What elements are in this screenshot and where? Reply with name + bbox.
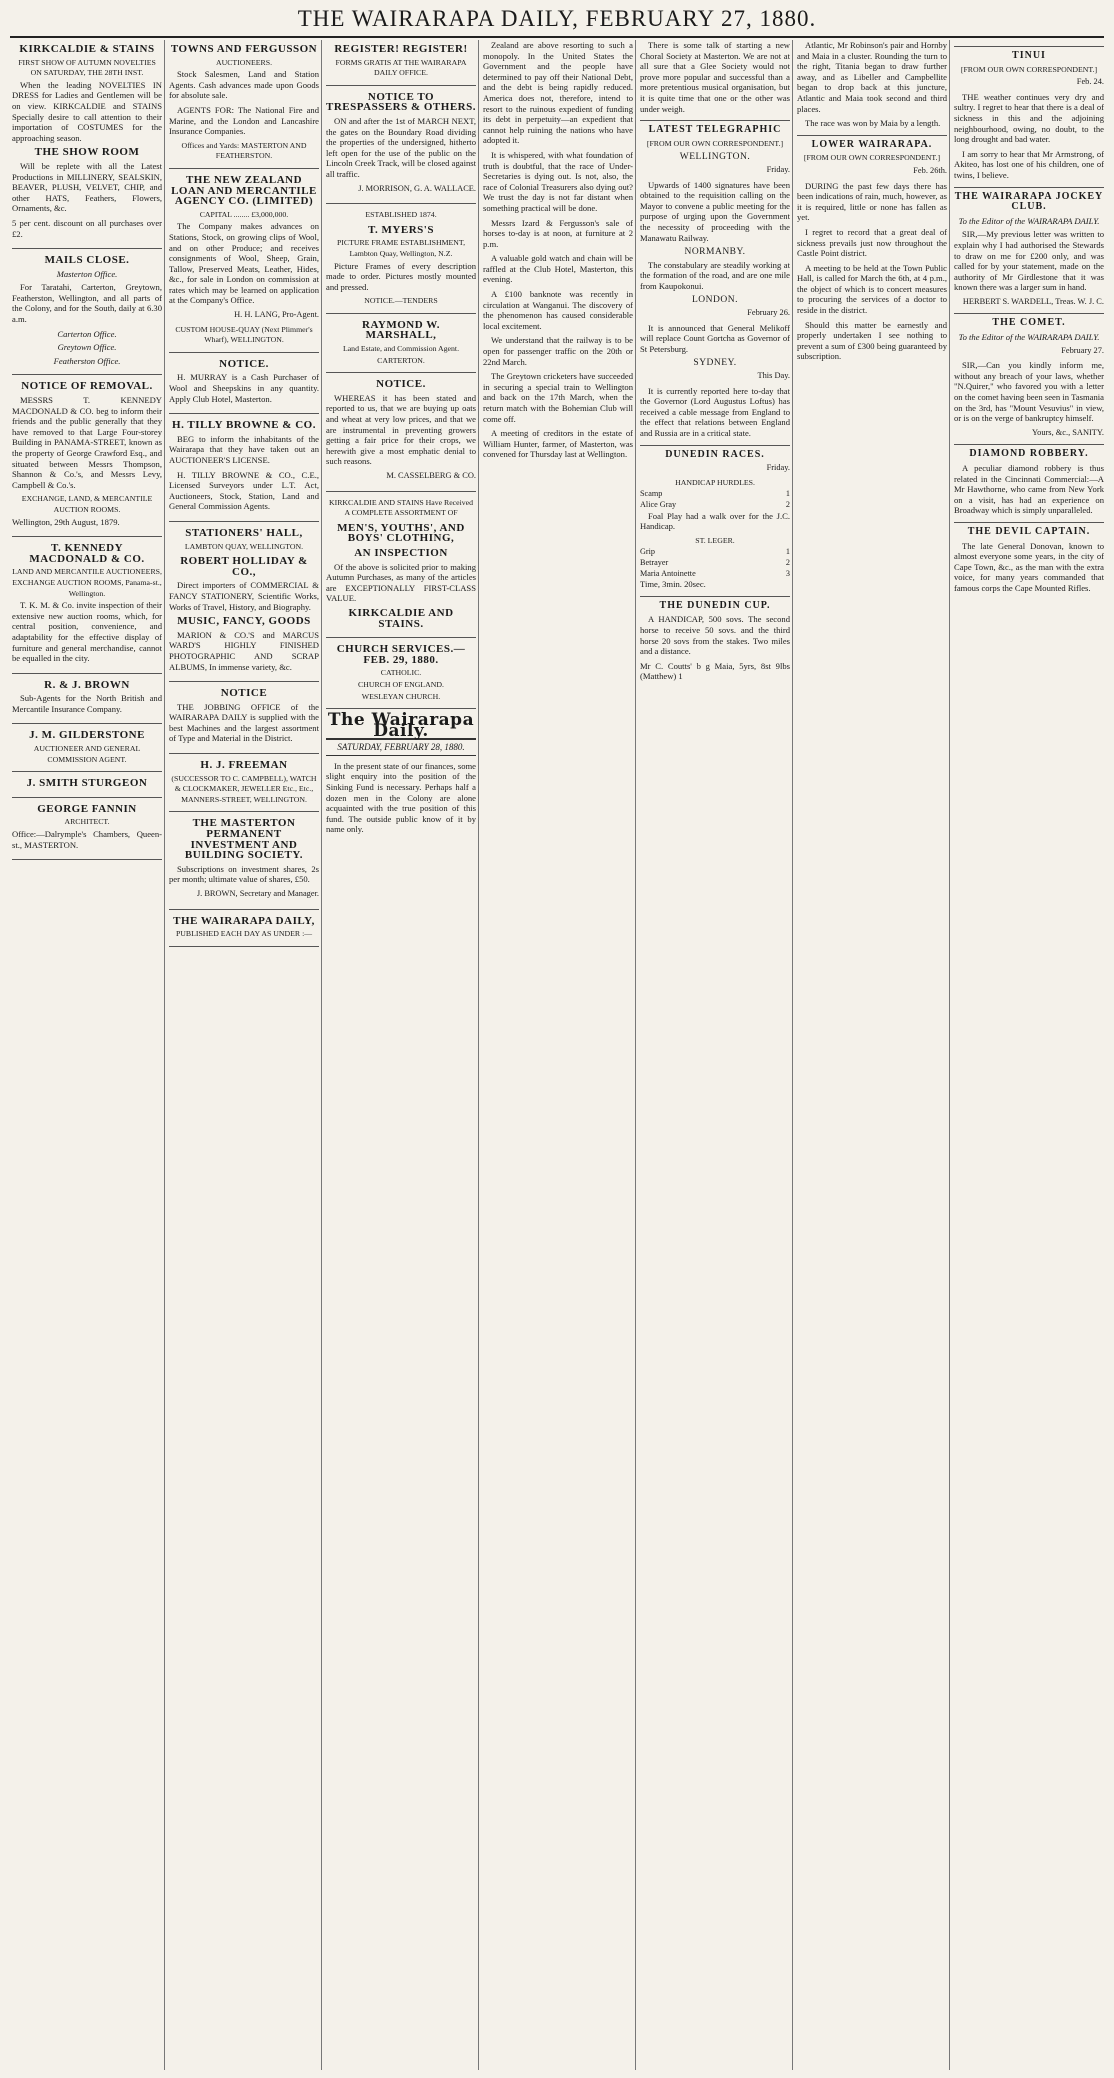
advert-body: Direct importers of COMMERCIAL & FANCY STATIONERY, Scientific Works, Works of Travel, History, and Biography. bbox=[169, 580, 319, 612]
telegram-text: It is currently reported here to-day that the Governor (Lord Augustus Loftus) has received a cable message from England to the effect that relations between England and Russia are in a critical state. bbox=[640, 385, 790, 438]
placing: 1 bbox=[785, 489, 790, 499]
section-heading: DUNEDIN RACES. bbox=[640, 445, 790, 461]
advert-heading: THE NEW ZEALAND LOAN AND MERCANTILE AGENCY CO. (LIMITED) bbox=[171, 173, 317, 208]
race-report: The race was won by Maia by a length. bbox=[805, 118, 941, 129]
race-name: ST. LEGER. bbox=[695, 535, 735, 545]
telegram-text: The constabulary are steadily working at the formation of the road, and are one mile from Kaupokonui. bbox=[640, 259, 790, 291]
correspondent-text: THE weather continues very dry and sultry. I regret to hear that there is a deal of sickness in this and the adjoining neighbourhood, owing, no doubt, to the long drought and bad water. bbox=[954, 91, 1104, 145]
daily-publication-notice bbox=[169, 916, 319, 947]
myers-advert bbox=[326, 210, 476, 314]
dateline: WELLINGTON. bbox=[679, 152, 751, 163]
horse-name: Maria Antoinette bbox=[640, 568, 696, 578]
dateline-day: February 27. bbox=[1061, 345, 1104, 355]
section-heading: MAILS CLOSE. bbox=[44, 254, 130, 267]
advert-heading: J. SMITH STURGEON bbox=[26, 777, 148, 790]
result-row bbox=[640, 489, 790, 500]
dateline-day: February 26. bbox=[747, 308, 790, 318]
race-report: Atlantic, Mr Robinson's pair and Hornby and Maia in a cluster. Rounding the turn to the right, Titania began to draw further away, and as Libeller and Campbellite began to drop back at this juncture, Atlantic and Maia took second and third places. bbox=[797, 40, 947, 114]
dateline-day: Friday. bbox=[766, 463, 790, 473]
advert-heading: T. KENNEDY MACDONALD & CO. bbox=[29, 542, 145, 565]
news-item: Messrs Izard & Fergusson's sale of horses to-day is at noon, at furniture at 2 p.m. bbox=[483, 217, 633, 249]
placing: 2 bbox=[785, 557, 790, 567]
telegram-text: Upwards of 1400 signatures have been obtained to the requisition calling on the Mayor to convene a public meeting for the purpose of urging upon the Government the necessity of proceeding with the Manawatu Railway. bbox=[640, 179, 790, 243]
race-time: Time, 3min. 20sec. bbox=[640, 579, 706, 590]
show-room-heading: THE SHOW ROOM bbox=[34, 146, 140, 159]
race-description: A HANDICAP, 500 sovs. The second horse to receive 50 sovs. and the third horse 20 sovs from the stakes. Two miles and a distance. bbox=[640, 614, 790, 657]
result-row bbox=[640, 569, 790, 580]
section-subheading: [FROM OUR OWN CORRESPONDENT.] bbox=[960, 64, 1098, 74]
news-item: We understand that the railway is to be open for passenger traffic on the 20th or 22nd March. bbox=[483, 335, 633, 367]
editorial-text: Zealand are above resorting to such a monopoly. In the United States the Government and the people have determined to pay off their National Debt, and the debt is being rapidly reduced. America does not, therefore, intend to resort to the ruinous expedient of funding its debt in perpetuity—an expedient that cannot help ruining the nations who have adopted it. bbox=[483, 40, 633, 146]
advert-subheading: LAMBTON QUAY, WELLINGTON. bbox=[184, 541, 304, 551]
advert-heading: R. & J. BROWN bbox=[44, 678, 130, 691]
result-row bbox=[640, 500, 790, 511]
dateline: NORMANBY. bbox=[684, 247, 746, 258]
section-heading: DIAMOND ROBBERY. bbox=[954, 444, 1104, 460]
advert-body: MESSRS T. KENNEDY MACDONALD & CO. beg to inform their friends and the public generally that they have removed to that Large Four-storey Building in PANAMA-STREET, known as the property of George Crawford Esq., and situated between Messrs Thompson, Shannon & Co.'s, and Messrs Levy, Campbell & Co.'s. bbox=[12, 395, 162, 490]
advert-subheading: Offices and Yards: MASTERTON AND FEATHERSTON. bbox=[181, 140, 307, 161]
letter-text: SIR,—My previous letter was written to explain why I had authorised the Stewards to draw on me for £200 only, and was called for by your statement, made on the authority of Mr Girdlestone that it was known there was a larger sum in hand. bbox=[954, 229, 1104, 293]
placing: 3 bbox=[785, 568, 790, 578]
advert-body: Subscriptions on investment shares, 2s per month; ultimate value of shares, £50. bbox=[169, 863, 319, 885]
column-3 bbox=[326, 40, 476, 2070]
advert-heading: TOWNS AND FERGUSSON bbox=[170, 43, 318, 55]
issue-date: SATURDAY, FEBRUARY 28, 1880. bbox=[326, 738, 476, 756]
advert-heading: MEN'S, YOUTHS', AND BOYS' CLOTHING, bbox=[337, 521, 465, 545]
towns-advert bbox=[169, 44, 319, 169]
mail-schedule: For Taratahi, Carterton, Greytown, Featherston, Wellington, and all parts of the Colony, and for the South, daily at 6.30 a.m. bbox=[12, 282, 162, 325]
result-row bbox=[640, 558, 790, 569]
horse-name: Scamp bbox=[640, 489, 663, 499]
advert-subheading: EXCHANGE, LAND, & MERCANTILE AUCTION ROOMS. bbox=[21, 494, 153, 514]
building-society-advert bbox=[169, 818, 319, 909]
mails-close bbox=[12, 255, 162, 375]
advert-heading: ROBERT HOLLIDAY & CO., bbox=[180, 555, 308, 578]
placing: 1 bbox=[785, 547, 790, 557]
church-name: WESLEYAN CHURCH. bbox=[361, 691, 441, 701]
notice-body: ON and after the 1st of MARCH NEXT, the gates on the Boundary Road dividing the properties of the undersigned, hitherto left open for the use of the public on the Lincoln Creek Track, will be closed against all traffic. bbox=[326, 115, 476, 179]
nz-loan-advert bbox=[169, 175, 319, 353]
advert-heading: STATIONERS' HALL, bbox=[185, 526, 303, 539]
dateline-day: This Day. bbox=[757, 371, 790, 381]
advert-heading: H. J. FREEMAN bbox=[200, 759, 288, 772]
dateline: SYDNEY. bbox=[693, 358, 737, 369]
notice-body: THE JOBBING OFFICE of the WAIRARAPA DAILY is supplied with the best Machines and the largest assortment of Type and Material in the District. bbox=[169, 701, 319, 744]
brown-advert bbox=[12, 680, 162, 725]
advert-subheading: ESTABLISHED 1874. bbox=[365, 210, 437, 220]
letter-signature: Yours, &c., SANITY. bbox=[1031, 427, 1104, 437]
news-item: The Greytown cricketers have succeeded in securing a special train to Wellington and back on the 17th March, when the return match with the Bohemian Club will come off. bbox=[483, 371, 633, 424]
correspondent-text: Should this matter be earnestly and properly undertaken I see nothing to prevent a sum of £300 being guaranteed by subscription. bbox=[797, 319, 947, 362]
fannin-advert bbox=[12, 804, 162, 860]
gilderstone-advert bbox=[12, 730, 162, 772]
advert-subheading: PUBLISHED EACH DAY AS UNDER :— bbox=[175, 929, 313, 939]
advert-body: Sub-Agents for the North British and Mercantile Insurance Company. bbox=[12, 693, 162, 714]
masthead: THE WAIRARAPA DAILY, FEBRUARY 27, 1880. bbox=[297, 6, 817, 31]
office-heading: Featherston Office. bbox=[53, 355, 121, 366]
editorial-text: It is whispered, with what foundation of truth is doubtful, that the race of Under-Secretaries is dying out. Is not, also, the race of Colonial Treasurers also dying out? We trust the day is not far distant when something practical will be done. bbox=[483, 149, 633, 213]
advert-discount: 5 per cent. discount on all purchases over £2. bbox=[12, 217, 162, 239]
advert-body: Office:—Dalrymple's Chambers, Queen-st., MASTERTON. bbox=[12, 829, 162, 850]
notice-signature: J. MORRISON, G. A. WALLACE. bbox=[358, 183, 476, 193]
section-subheading: [FROM OUR OWN CORRESPONDENT.] bbox=[803, 153, 941, 163]
article-text: A peculiar diamond robbery is thus related in the Cincinnati Commercial:—A Mr Hawthorne, who came from New York on a visit, has had an experience on Broadway which is simply unparalleled. bbox=[954, 463, 1104, 516]
advert-subheading: Land Estate, and Commission Agent. bbox=[342, 344, 460, 354]
hurdles-results bbox=[640, 489, 790, 510]
advert-date: Wellington, 29th August, 1879. bbox=[12, 516, 120, 527]
removal-notice bbox=[12, 381, 162, 537]
race-name: HANDICAP HURDLES. bbox=[675, 477, 755, 487]
column-4 bbox=[483, 40, 633, 2070]
notice-heading: NOTICE TO TRESPASSERS & OTHERS. bbox=[326, 90, 476, 114]
advert-body: Stock Salesmen, Land and Station Agents. Cash advances made upon Goods for absolute sale. bbox=[169, 69, 319, 101]
office-heading: Masterton Office. bbox=[56, 268, 118, 279]
advert-subheading: (SUCCESSOR TO C. CAMPBELL), WATCH & CLOCKMAKER, JEWELLER Etc., Etc., MANNERS-STREET, WELLINGTON. bbox=[171, 773, 317, 804]
column-7 bbox=[954, 40, 1104, 2070]
result-row bbox=[640, 547, 790, 558]
section-heading: LOWER WAIRARAPA. bbox=[797, 135, 947, 151]
section-heading: THE DEVIL CAPTAIN. bbox=[954, 522, 1104, 538]
advert-heading: GEORGE FANNIN bbox=[37, 802, 137, 815]
office-heading: Greytown Office. bbox=[57, 342, 117, 353]
telegram-text: It is announced that General Melikoff will replace Count Gortcha as Governor of St Petersburg. bbox=[640, 322, 790, 354]
news-item: A meeting of creditors in the estate of William Hunter, farmer, of Masterton, was convened for Thursday last at Wellington. bbox=[483, 428, 633, 460]
race-note: Foal Play had a walk over for the J.C. Handicap. bbox=[640, 510, 790, 532]
editorial-text: In the present state of our finances, some slight enquiry into the position of the Sinking Fund is necessary. Perhaps half a dozen men in the Colony are alone acquainted with the true position of this fund. The outside public know of it by name only. bbox=[326, 760, 476, 835]
advert-heading: T. MYERS'S bbox=[368, 223, 434, 236]
notice-signature: M. CASSELBERG & CO. bbox=[386, 471, 476, 480]
column-rule bbox=[949, 40, 950, 2070]
section-subheading: [FROM OUR OWN CORRESPONDENT.] bbox=[646, 138, 784, 148]
advert-subheading: CAPITAL ........ £3,000,000. bbox=[199, 209, 289, 219]
casselberg-notice bbox=[326, 379, 476, 491]
advert-subheading: NOTICE.—TENDERS bbox=[364, 296, 438, 306]
church-services bbox=[326, 644, 476, 709]
horse-name: Grip bbox=[640, 547, 656, 557]
clothing-advert bbox=[326, 498, 476, 639]
leger-results bbox=[640, 547, 790, 579]
placing: 2 bbox=[785, 499, 790, 509]
advert-subheading: AUCTIONEERS. bbox=[215, 57, 273, 67]
advert-heading: KIRKCALDIE AND STAINS. bbox=[348, 606, 454, 630]
sturgeon-advert bbox=[12, 778, 162, 798]
register-advert bbox=[326, 44, 476, 86]
section-heading: CHURCH SERVICES.—FEB. 29, 1880. bbox=[336, 643, 466, 666]
race-entry: Mr C. Coutts' b g Maia, 5yrs, 8st 9lbs (Matthew) 1 bbox=[640, 660, 790, 682]
article-text: The late General Donovan, known to almost everyone some years, in the city of Cape Town, &c., as the man with the extra voice, for many years commanded that famous corps the Cape Mounted Rifles. bbox=[954, 540, 1104, 593]
advert-signature: J. BROWN, Secretary and Manager. bbox=[196, 889, 319, 898]
masthead-rule bbox=[10, 36, 1104, 38]
section-heading: LATEST TELEGRAPHIC bbox=[640, 120, 790, 136]
murray-notice bbox=[169, 359, 319, 414]
notice-body: WHEREAS it has been stated and reported to us, that we are buying up oats and wheat at very low prices, and that we are instrumental in preventing growers getting a fair price for their crops, we herewith give a most emphatic denial to such reasons. bbox=[326, 392, 476, 467]
tilly-browne-advert bbox=[169, 420, 319, 522]
advert-heading: MUSIC, FANCY, GOODS bbox=[177, 615, 311, 628]
advert-body: H. TILLY BROWNE & CO., C.E., Licensed Surveyors under L.T. Act, Auctioneers, Stock, Station, Land and General Commission Agents. bbox=[169, 469, 319, 512]
section-heading: TINUI bbox=[954, 46, 1104, 62]
notice-heading: NOTICE. bbox=[219, 357, 269, 370]
church-name: CHURCH OF ENGLAND. bbox=[358, 679, 444, 689]
correspondent-text: A meeting to be held at the Town Public Hall, is called for March the 6th, at 4 p.m., the object of which is to concert measures to procuring the services of a doctor to reside in the district. bbox=[797, 262, 947, 316]
advert-body: MARION & CO.'S and MARCUS WARD'S HIGHLY FINISHED PHOTOGRAPHIC AND SCRAP ALBUMS, In immense variety, &c. bbox=[169, 629, 319, 672]
advert-body: AGENTS FOR: The National Fire and Marine, and the London and Lancashire Insurance Companies. bbox=[169, 104, 319, 137]
correspondent-text: I am sorry to hear that Mr Armstrong, of Akiteo, has lost one of his children, one of twins, I believe. bbox=[954, 148, 1104, 180]
column-rule bbox=[164, 40, 165, 2070]
marshall-advert bbox=[326, 320, 476, 373]
dateline: LONDON. bbox=[692, 295, 738, 306]
column-rule bbox=[792, 40, 793, 2070]
news-item: A £100 banknote was recently in circulation at Wanganui. The discovery of the phenomenon has caused considerable local excitement. bbox=[483, 289, 633, 331]
advert-subheading: PICTURE FRAME ESTABLISHMENT, Lambton Quay, Wellington, N.Z. bbox=[336, 238, 466, 258]
stationers-hall-advert bbox=[169, 528, 319, 682]
letter-address: To the Editor of the WAIRARAPA DAILY. bbox=[958, 215, 1100, 226]
news-item: There is some talk of starting a new Choral Society at Masterton. We are not at all sure that a Glee Society would not prove more popular and successful than a more pretentious musical organisation, but it is quite time that one or the other was under weigh. bbox=[640, 40, 790, 114]
advert-heading: AN INSPECTION bbox=[354, 546, 448, 559]
letter-text: SIR,—Can you kindly inform me, without any breach of your laws, whether "N.Quirer," who favored you with a letter on the comet having been seen in Tasmania on the 3rd, has "Mount Vesuvius" in view, or is on the verge of bankruptcy himself. bbox=[954, 360, 1104, 424]
horse-name: Betrayer bbox=[640, 557, 669, 567]
advert-body: BEG to inform the inhabitants of the Wairarapa that they have taken out an AUCTIONEER'S LICENSE. bbox=[169, 433, 319, 465]
advert-heading: J. M. GILDERSTONE bbox=[29, 729, 145, 742]
column-2 bbox=[169, 40, 319, 2070]
kennedy-advert bbox=[12, 543, 162, 674]
newspaper-title: The Wairarapa Daily. bbox=[327, 710, 475, 741]
column-rule bbox=[478, 40, 479, 2070]
horse-name: Alice Gray bbox=[640, 499, 677, 509]
column-6 bbox=[797, 40, 947, 2070]
advert-subheading: CARTERTON. bbox=[377, 355, 425, 365]
advert-subheading: FORMS GRATIS AT THE WAIRARAPA DAILY OFFICE. bbox=[335, 57, 467, 78]
advert-body: Will be replete with all the Latest Productions in MILLINERY, SEALSKIN, BEAVER, PLUSH, VELVET, CHIP, and other HATS, Feathers, Flowers, Ornaments, &c. bbox=[12, 160, 162, 214]
section-heading: THE DUNEDIN CUP. bbox=[640, 596, 790, 612]
notice-heading: NOTICE bbox=[220, 687, 268, 700]
office-heading: Carterton Office. bbox=[57, 328, 117, 339]
news-item: A valuable gold watch and chain will be raffled at the Club Hotel, Masterton, this evening. bbox=[483, 253, 633, 285]
column-rule bbox=[321, 40, 322, 2070]
column-1 bbox=[12, 40, 162, 2070]
trespass-notice bbox=[326, 92, 476, 204]
advert-subheading: LAND AND MERCANTILE AUCTIONEERS, EXCHANGE AUCTION ROOMS, Panama-st., Wellington. bbox=[12, 567, 162, 598]
advert-body: T. K. M. & Co. invite inspection of their extensive new auction rooms, which, for central position, convenience, and adaptability for the effective display of furniture and general merchandise, cannot be equalled in the city. bbox=[12, 600, 162, 664]
kirkcaldie-advert bbox=[12, 44, 162, 249]
advert-subheading: FIRST SHOW OF AUTUMN NOVELTIES ON SATURDAY, THE 28TH INST. bbox=[18, 57, 156, 78]
church-name: CATHOLIC. bbox=[380, 668, 422, 678]
dateline-day: Feb. 24. bbox=[1076, 77, 1104, 87]
notice-heading: NOTICE. bbox=[376, 378, 426, 391]
advert-heading: THE MASTERTON PERMANENT INVESTMENT AND BUILDING SOCIETY. bbox=[184, 817, 304, 862]
section-heading: THE COMET. bbox=[954, 313, 1104, 329]
section-heading: THE WAIRARAPA JOCKEY CLUB. bbox=[954, 187, 1104, 213]
advert-address: CUSTOM HOUSE-QUAY (Next Plimmer's Wharf), WELLINGTON. bbox=[175, 324, 313, 345]
advert-heading: NOTICE OF REMOVAL. bbox=[21, 380, 153, 393]
advert-heading: THE WAIRARAPA DAILY, bbox=[173, 914, 315, 927]
advert-heading: RAYMOND W. MARSHALL, bbox=[362, 318, 440, 342]
column-5 bbox=[640, 40, 790, 2070]
advert-heading: H. TILLY BROWNE & CO. bbox=[172, 419, 316, 432]
dateline-day: Feb. 26th. bbox=[913, 165, 947, 175]
notice-body: H. MURRAY is a Cash Purchaser of Wool and Sheepskins in any quantity. Apply Club Hotel, Masterton. bbox=[169, 372, 319, 404]
advert-subheading: KIRKCALDIE AND STAINS Have Received A COMPLETE ASSORTMENT OF bbox=[328, 497, 474, 518]
correspondent-text: DURING the past few days there has been indications of rain, much, however, as it is required, little or none has fallen as yet. bbox=[797, 180, 947, 223]
advert-heading: REGISTER! REGISTER! bbox=[334, 43, 468, 55]
advert-subheading: ARCHITECT. bbox=[64, 817, 110, 827]
column-rule bbox=[635, 40, 636, 2070]
advert-body: Picture Frames of every description made to order. Pictures mostly mounted and pressed. bbox=[326, 260, 476, 292]
advert-signature: H. H. LANG, Pro-Agent. bbox=[234, 310, 319, 320]
freeman-advert bbox=[169, 760, 319, 812]
advert-body: When the leading NOVELTIES IN DRESS for Ladies and Gentlemen will be on view. KIRKCALDIE and STAINS Specially desire to call attention to their importation of COSTUMES for the approaching season. bbox=[12, 79, 162, 143]
advert-heading: KIRKCALDIE & STAINS bbox=[19, 43, 155, 55]
advert-subheading: AUCTIONEER AND GENERAL COMMISSION AGENT. bbox=[33, 744, 141, 764]
dateline-day: Friday. bbox=[766, 164, 790, 174]
advert-body: Of the above is solicited prior to making Autumn Purchases, as many of the articles are EXCEPTIONALLY FIRST-CLASS VALUE. bbox=[326, 561, 476, 604]
advert-body: The Company makes advances on Stations, Stock, on growing clips of Wool, and on other Produce; and receives consignments of Wool, Sheep, Grain, Tallow, Preserved Meats, Leather, Hides, &c., for sale in London on commission at rates which may be learned on application at the Company's Office. bbox=[169, 221, 319, 306]
jobbing-notice bbox=[169, 688, 319, 754]
letter-signature: HERBERT S. WARDELL, Treas. W. J. C. bbox=[962, 296, 1104, 306]
letter-address: To the Editor of the WAIRARAPA DAILY. bbox=[958, 332, 1100, 343]
correspondent-text: I regret to record that a great deal of sickness prevails just now throughout the Castle Point district. bbox=[797, 226, 947, 259]
